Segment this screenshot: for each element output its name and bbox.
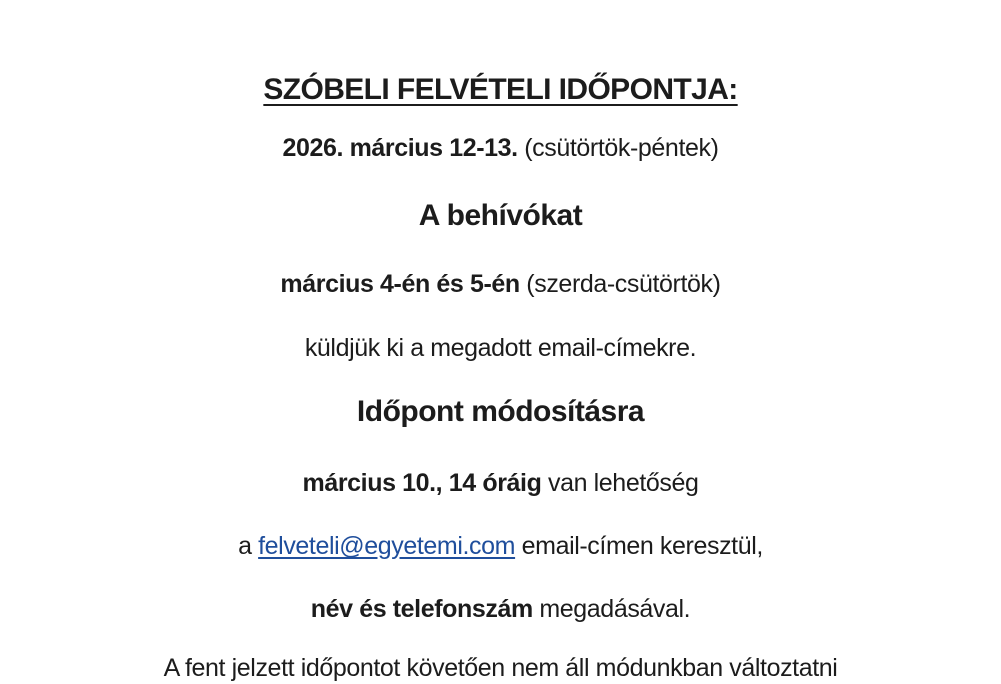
reschedule-email-line <box>0 530 1001 562</box>
details-suffix: megadásával. <box>532 595 691 623</box>
reschedule-deadline: március 10., 14 óráig <box>302 469 542 497</box>
invitations-date: március 4-én és 5-én <box>280 270 520 298</box>
invitations-date-line <box>0 268 1001 300</box>
exam-days: (csütörtök-péntek) <box>517 134 719 162</box>
title-text: SZÓBELI FELVÉTELI IDŐPONTJA: <box>263 73 738 106</box>
required-details: név és telefonszám <box>310 595 533 623</box>
document-title <box>0 72 1001 108</box>
email-link[interactable]: felveteli@egyetemi.com <box>258 532 516 560</box>
email-prefix: a <box>238 532 259 560</box>
invitations-days: (szerda-csütörtök) <box>519 270 721 298</box>
reschedule-heading: Időpont módosításra <box>356 395 645 428</box>
reschedule-deadline-line <box>0 467 1001 499</box>
reschedule-details-line <box>0 593 1001 625</box>
invitations-text: küldjük ki a megadott email-címekre. <box>304 334 697 362</box>
footer-text: A fent jelzett időpontot követően nem áll módunkban változtatni <box>163 654 838 682</box>
exam-date-line <box>0 132 1001 164</box>
exam-date: 2026. március 12-13. <box>282 134 518 162</box>
reschedule-possibility: van lehetőség <box>541 469 699 497</box>
email-suffix: email-címen keresztül, <box>515 532 763 560</box>
invitations-heading: A behívókat <box>418 199 583 232</box>
